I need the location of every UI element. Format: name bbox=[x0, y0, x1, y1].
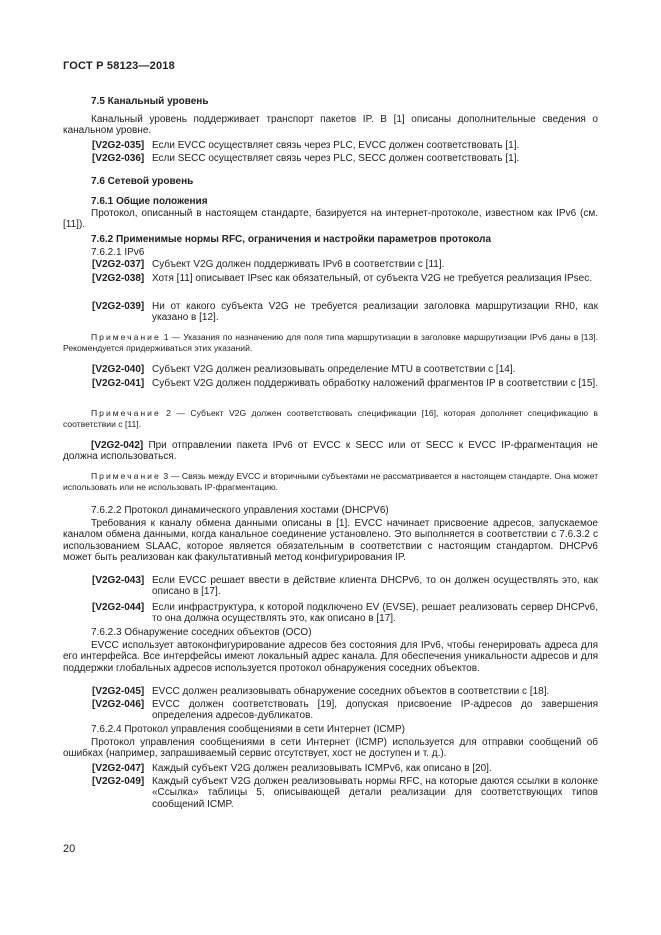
requirement-text: При отправлении пакета IPv6 от EVCC к SECC или от SECC к EVCC IP-фрагментация не должна использоваться. bbox=[63, 440, 598, 463]
requirement-id: [V2G2-049] bbox=[92, 776, 145, 787]
requirement-text: Субъект V2G должен поддерживать IPv6 в соответствии с [11]. bbox=[152, 259, 445, 270]
section-7-5-paragraph: Канальный уровень поддерживает транспорт пакетов IP. В [1] описаны дополнительные сведения о канальном уровне. bbox=[63, 114, 598, 137]
requirement-text: Ни от какого субъекта V2G не требуется реализации заголовка маршрутизации RH0, как указано в [12]. bbox=[152, 301, 598, 324]
requirement-047 bbox=[92, 763, 598, 774]
note-label: Примечание bbox=[91, 471, 161, 481]
requirement-text: Если инфраструктура, к которой подключено EV (EVSE), решает реализовать сервер DHCPv6, то она должна осуществлять это, как описано в [17]. bbox=[152, 602, 598, 625]
requirement-id: [V2G2-036] bbox=[92, 153, 145, 164]
section-7-6-2-3-title: 7.6.2.3 Обнаружение соседних объектов (ОСО) bbox=[91, 627, 312, 638]
note-label: Примечание bbox=[91, 332, 161, 342]
requirement-text: Если EVCC решает ввести в действие клиента DHCPv6, то он должен осуществлять это, как описано в [17]. bbox=[152, 575, 598, 598]
requirement-035 bbox=[92, 140, 598, 151]
requirement-id: [V2G2-045] bbox=[92, 686, 145, 697]
requirement-045 bbox=[92, 686, 598, 697]
section-7-6-2-3-paragraph: EVCC использует автоконфигурирование адресов без состояния для IPv6, чтобы генерировать адреса для его интерфейса. Все интерфейсы имеют локальный адрес канала. Для обеспечения уникальности адресов и для поддержки глобальных адресов используется протокол обнаружения соседних объектов. bbox=[63, 640, 598, 674]
requirement-041 bbox=[92, 378, 598, 389]
requirement-text: Субъект V2G должен поддерживать обработку наложений фрагментов IP в соответствии с [15]. bbox=[152, 378, 598, 389]
requirement-id: [V2G2-046] bbox=[92, 699, 145, 710]
note-3 bbox=[63, 471, 598, 492]
section-7-6-1-title: 7.6.1 Общие положения bbox=[91, 196, 208, 207]
requirement-id: [V2G2-042] bbox=[91, 440, 144, 451]
section-7-6-2-title: 7.6.2 Применимые нормы RFC, ограничения и настройки параметров протокола bbox=[91, 234, 492, 245]
requirement-039 bbox=[92, 301, 598, 324]
section-7-6-2-4-title: 7.6.2.4 Протокол управления сообщениями в сети Интернет (ICMP) bbox=[91, 724, 405, 735]
requirement-text: Субъект V2G должен реализовывать определение MTU в соответствии с [14]. bbox=[152, 364, 516, 375]
section-7-6-2-2-paragraph: Требования к каналу обмена данными описаны в [1]. EVCC начинает присвоение адресов, запускаемое каналом обмена данными, когда канальное соединение установлено. Это выполняется в соответствии с 7.6.3.2 c использованием SLAAC, которое является обязательным в соответствии с настоящим стандартом. DHCPv6 может быть реализован как факультативный метод конфигурирования IP. bbox=[63, 518, 598, 564]
section-7-6-2-4-paragraph: Протокол управления сообщениями в сети Интернет (ICMP) используется для отправки сообщений об ошибках (например, запрашиваемый сервис отсутствует, хост не доступен и т. д.). bbox=[63, 737, 598, 760]
requirement-037 bbox=[92, 259, 598, 270]
requirement-text: EVCC должен реализовывать обнаружение соседних объектов в соответствии с [18]. bbox=[152, 686, 550, 697]
note-2 bbox=[63, 408, 598, 429]
requirement-id: [V2G2-044] bbox=[92, 602, 145, 613]
section-7-6-2-1-title: 7.6.2.1 IPv6 bbox=[91, 247, 145, 258]
requirement-036 bbox=[92, 153, 598, 164]
note-text: 3 — Связь между EVCC и вторичными субъектами не рассматривается в настоящем стандарте. Она может использовать или не использовать IP-фрагментацию. bbox=[63, 471, 598, 492]
section-7-6-1-paragraph: Протокол, описанный в настоящем стандарте, базируется на интернет-протоколе, известном как IPv6 (см. [11]). bbox=[63, 208, 598, 231]
requirement-044 bbox=[92, 602, 598, 625]
requirement-id: [V2G2-047] bbox=[92, 763, 145, 774]
requirement-text: Хотя [11] описывает IPsec как обязательный, от субъекта V2G не требуется реализация IPsec. bbox=[152, 273, 592, 284]
note-text: 1 — Указания по назначению для поля типа маршрутизации в заголовке маршрутизации IPv6 даны в [13]. Рекомендуется придерживаться этих указаний. bbox=[63, 332, 599, 353]
note-text: 2 — Субъект V2G должен соответствовать спецификации [16], которая дополняет спецификацию в соответствии с [11]. bbox=[63, 408, 599, 429]
note-1 bbox=[63, 332, 598, 353]
requirement-id: [V2G2-039] bbox=[92, 301, 145, 312]
section-7-5-title: 7.5 Канальный уровень bbox=[91, 96, 209, 107]
requirement-049 bbox=[92, 776, 598, 810]
requirement-id: [V2G2-041] bbox=[92, 378, 145, 389]
requirement-text: EVCC должен соответствовать [19], допуская присвоение IP-адресов до завершения определения адресов-дубликатов. bbox=[152, 699, 598, 722]
requirement-text: Если SECC осуществляет связь через PLC, SECC должен соответствовать [1]. bbox=[152, 153, 520, 164]
requirement-040 bbox=[92, 364, 598, 375]
requirement-038 bbox=[92, 273, 598, 284]
requirement-text: Если EVCC осуществляет связь через PLC, EVCC должен соответствовать [1]. bbox=[152, 140, 520, 151]
page-number: 20 bbox=[63, 843, 76, 855]
requirement-042 bbox=[63, 440, 598, 463]
section-7-6-title: 7.6 Сетевой уровень bbox=[91, 176, 194, 187]
requirement-text: Каждый субъект V2G должен реализовывать ICMPv6, как описано в [20]. bbox=[152, 763, 492, 774]
requirement-id: [V2G2-035] bbox=[92, 140, 145, 151]
requirement-046 bbox=[92, 699, 598, 722]
requirement-id: [V2G2-037] bbox=[92, 259, 145, 270]
note-label: Примечание bbox=[91, 408, 161, 418]
requirement-id: [V2G2-038] bbox=[92, 273, 145, 284]
section-7-6-2-2-title: 7.6.2.2 Протокол динамического управления хостами (DHCPV6) bbox=[91, 505, 389, 516]
requirement-id: [V2G2-043] bbox=[92, 575, 145, 586]
document-header: ГОСТ Р 58123—2018 bbox=[63, 60, 175, 72]
requirement-043 bbox=[92, 575, 598, 598]
requirement-id: [V2G2-040] bbox=[92, 364, 145, 375]
requirement-text: Каждый субъект V2G должен реализовывать нормы RFC, на которые даются ссылки в колонке «Ссылка» таблицы 5, описывающей детали реализации для соответствующих типов сообщений ICMP. bbox=[152, 776, 598, 810]
